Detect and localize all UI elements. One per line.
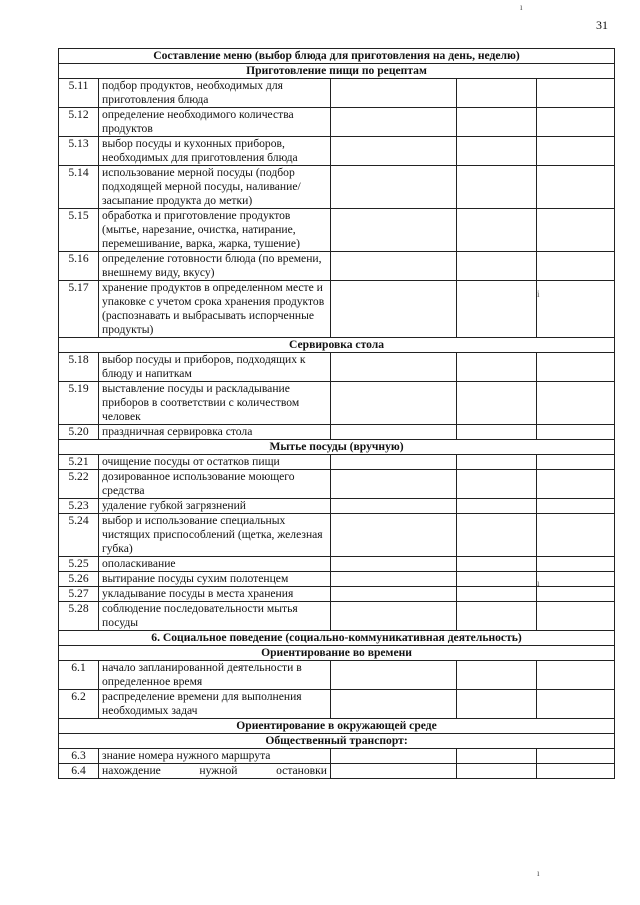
assessment-cell: [331, 764, 457, 779]
assessment-cell: [457, 499, 537, 514]
item-description: дозированное использование моющего средства: [99, 470, 331, 499]
item-number: 6.3: [59, 749, 99, 764]
page-number: 31: [596, 18, 608, 32]
item-description: выставление посуды и раскладывание приборов в соответствии с количеством человек: [99, 382, 331, 425]
item-description: удаление губкой загрязнений: [99, 499, 331, 514]
section-heading-row: [59, 719, 615, 734]
assessment-cell: [331, 353, 457, 382]
assessment-cell: [457, 602, 537, 631]
section-heading: Общественный транспорт:: [59, 734, 615, 749]
assessment-cell: [537, 281, 615, 338]
assessment-cell: [537, 587, 615, 602]
item-description: праздничная сервировка стола: [99, 425, 331, 440]
table-row: [59, 353, 615, 382]
section-heading: Мытье посуды (вручную): [59, 440, 615, 455]
assessment-cell: [331, 557, 457, 572]
section-heading: Сервировка стола: [59, 338, 615, 353]
item-number: 5.11: [59, 79, 99, 108]
item-description: очищение посуды от остатков пищи: [99, 455, 331, 470]
assessment-cell: [331, 252, 457, 281]
item-number: 5.12: [59, 108, 99, 137]
table-row: [59, 281, 615, 338]
assessment-cell: [537, 690, 615, 719]
assessment-cell: [537, 137, 615, 166]
assessment-cell: [457, 209, 537, 252]
assessment-cell: [537, 749, 615, 764]
assessment-cell: [457, 514, 537, 557]
table-row: [59, 425, 615, 440]
item-number: 5.23: [59, 499, 99, 514]
assessment-cell: [457, 557, 537, 572]
assessment-cell: [537, 209, 615, 252]
assessment-cell: [457, 252, 537, 281]
item-description: укладывание посуды в места хранения: [99, 587, 331, 602]
table-row: [59, 166, 615, 209]
assessment-cell: [457, 137, 537, 166]
assessment-cell: [537, 252, 615, 281]
item-description: определение готовности блюда (по времени, внешнему виду, вкусу): [99, 252, 331, 281]
assessment-cell: [537, 455, 615, 470]
assessment-cell: [537, 572, 615, 587]
item-number: 5.25: [59, 557, 99, 572]
item-description: выбор посуды и кухонных приборов, необходимых для приготовления блюда: [99, 137, 331, 166]
item-description: выбор и использование специальных чистящих приспособлений (щетка, железная губка): [99, 514, 331, 557]
assessment-cell: [331, 137, 457, 166]
item-description: знание номера нужного маршрута: [99, 749, 331, 764]
assessment-cell: [331, 661, 457, 690]
assessment-cell: [457, 425, 537, 440]
assessment-cell: [457, 108, 537, 137]
assessment-cell: [457, 470, 537, 499]
assessment-cell: [457, 166, 537, 209]
assessment-cell: [331, 587, 457, 602]
item-description: распределение времени для выполнения необходимых задач: [99, 690, 331, 719]
table-row: [59, 137, 615, 166]
item-number: 5.22: [59, 470, 99, 499]
assessment-cell: [537, 166, 615, 209]
section-heading: Ориентирование в окружающей среде: [59, 719, 615, 734]
assessment-cell: [331, 514, 457, 557]
table-row: [59, 572, 615, 587]
table-row: [59, 252, 615, 281]
item-description: начало запланированной деятельности в определенное время: [99, 661, 331, 690]
item-number: 5.15: [59, 209, 99, 252]
item-number: 5.28: [59, 602, 99, 631]
assessment-cell: [331, 690, 457, 719]
section-heading-row: [59, 734, 615, 749]
assessment-cell: [457, 587, 537, 602]
assessment-cell: [331, 425, 457, 440]
item-description: использование мерной посуды (подбор подходящей мерной посуды, наливание/засыпание продукта до метки): [99, 166, 331, 209]
table-row: [59, 455, 615, 470]
assessment-cell: [457, 382, 537, 425]
assessment-cell: [457, 79, 537, 108]
assessment-cell: [537, 602, 615, 631]
section-heading-row: [59, 646, 615, 661]
item-number: 5.21: [59, 455, 99, 470]
assessment-cell: [457, 353, 537, 382]
item-number: 6.2: [59, 690, 99, 719]
item-number: 5.20: [59, 425, 99, 440]
assessment-cell: [537, 661, 615, 690]
section-heading-row: [59, 338, 615, 353]
item-number: 5.19: [59, 382, 99, 425]
table-row: [59, 764, 615, 779]
assessment-cell: [457, 455, 537, 470]
assessment-cell: [457, 749, 537, 764]
table-row: [59, 690, 615, 719]
item-description: соблюдение последовательности мытья посуды: [99, 602, 331, 631]
assessment-cell: [457, 764, 537, 779]
item-number: 5.16: [59, 252, 99, 281]
table-row: [59, 499, 615, 514]
item-number: 5.17: [59, 281, 99, 338]
section-heading-row: [59, 64, 615, 79]
section-heading: Приготовление пищи по рецептам: [59, 64, 615, 79]
assessment-cell: [331, 499, 457, 514]
table-row: [59, 661, 615, 690]
assessment-cell: [537, 557, 615, 572]
table-row: [59, 108, 615, 137]
table-row: [59, 557, 615, 572]
table-row: [59, 602, 615, 631]
assessment-cell: [331, 79, 457, 108]
item-description: определение необходимого количества продуктов: [99, 108, 331, 137]
assessment-cell: [457, 572, 537, 587]
table-row: [59, 79, 615, 108]
assessment-cell: [331, 382, 457, 425]
section-heading: 6. Социальное поведение (социально-коммуникативная деятельность): [59, 631, 615, 646]
assessment-cell: [331, 108, 457, 137]
assessment-cell: [457, 690, 537, 719]
table-row: [59, 749, 615, 764]
assessment-cell: [331, 602, 457, 631]
assessment-table: [58, 48, 615, 779]
assessment-cell: [331, 455, 457, 470]
item-description: хранение продуктов в определенном месте и упаковке с учетом срока хранения продуктов (распознавать и выбрасывать испорченные продукты): [99, 281, 331, 338]
table-row: [59, 587, 615, 602]
assessment-cell: [331, 209, 457, 252]
item-description: обработка и приготовление продуктов (мытье, нарезание, очистка, натирание, перемешивание, варка, жарка, тушение): [99, 209, 331, 252]
item-number: 5.13: [59, 137, 99, 166]
section-heading: Ориентирование во времени: [59, 646, 615, 661]
item-description: вытирание посуды сухим полотенцем: [99, 572, 331, 587]
section-heading-row: [59, 440, 615, 455]
assessment-cell: [537, 499, 615, 514]
item-number: 6.4: [59, 764, 99, 779]
assessment-cell: [537, 514, 615, 557]
table-row: [59, 514, 615, 557]
table-row: [59, 470, 615, 499]
item-number: 5.26: [59, 572, 99, 587]
item-number: 5.14: [59, 166, 99, 209]
item-description: ополаскивание: [99, 557, 331, 572]
assessment-cell: [537, 425, 615, 440]
item-number: 5.27: [59, 587, 99, 602]
table-row: [59, 209, 615, 252]
item-number: 6.1: [59, 661, 99, 690]
item-description: подбор продуктов, необходимых для приготовления блюда: [99, 79, 331, 108]
item-number: 5.18: [59, 353, 99, 382]
assessment-cell: [457, 281, 537, 338]
assessment-cell: [537, 382, 615, 425]
item-description: выбор посуды и приборов, подходящих к блюду и напиткам: [99, 353, 331, 382]
assessment-cell: [457, 661, 537, 690]
table-row: [59, 382, 615, 425]
assessment-cell: [331, 749, 457, 764]
item-number: 5.24: [59, 514, 99, 557]
assessment-cell: [331, 470, 457, 499]
assessment-cell: [537, 764, 615, 779]
assessment-cell: [537, 470, 615, 499]
assessment-cell: [537, 108, 615, 137]
section-heading-row: [59, 631, 615, 646]
section-heading-row: [59, 49, 615, 64]
assessment-cell: [537, 79, 615, 108]
item-description: нахождение нужной остановки: [99, 764, 331, 779]
assessment-cell: [331, 281, 457, 338]
assessment-cell: [331, 572, 457, 587]
section-heading: Составление меню (выбор блюда для приготовления на день, неделю): [59, 49, 615, 64]
assessment-cell: [331, 166, 457, 209]
assessment-cell: [537, 353, 615, 382]
